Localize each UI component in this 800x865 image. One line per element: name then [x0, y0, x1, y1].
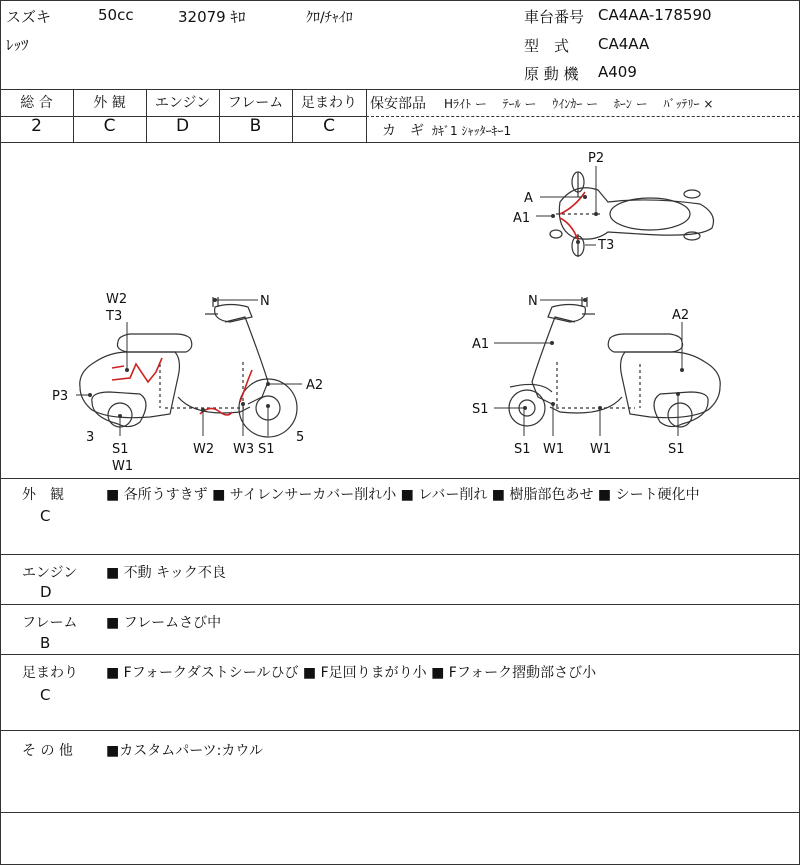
section-label: エンジン — [22, 565, 78, 581]
section-text: ■ フレームさび中 — [106, 615, 222, 631]
section-text: ■ Fフォークダストシールひび ■ F足回りまがり小 ■ Fフォーク摺動部さび小 — [106, 665, 597, 681]
maker: スズキ — [6, 8, 52, 26]
section-grade: C — [40, 686, 51, 704]
engine-model-label: 原 動 機 — [524, 65, 579, 83]
scooter-top-view — [550, 172, 714, 257]
safety-label: 保安部品 — [370, 96, 426, 112]
divider — [0, 654, 800, 655]
safety-items: Hﾗｲﾄ ー ﾃｰﾙ ー ｳｲﾝｶｰ ー ﾎｰﾝ ー ﾊﾞｯﾃﾘｰ × — [444, 97, 714, 111]
label-s1-right: S1 — [472, 402, 489, 417]
displacement: 50cc — [98, 6, 134, 24]
label-s1-left: S1 — [112, 442, 129, 457]
label-p2-top: P2 — [588, 151, 605, 166]
section-grade: C — [40, 507, 51, 525]
right-side-dots — [523, 298, 684, 410]
label-s1c-right: S1 — [668, 442, 685, 457]
section-text: ■カスタムパーツ:カウル — [106, 743, 263, 759]
exterior-grade: C — [103, 116, 116, 136]
divider — [0, 730, 800, 731]
engine-grade: D — [175, 116, 190, 136]
label-s1b-right: S1 — [514, 442, 531, 457]
key-label: カ ギ — [382, 123, 424, 139]
label-p3-left: P3 — [52, 389, 69, 404]
label-w1b-right: W1 — [590, 442, 612, 457]
label-a-top: A — [524, 191, 533, 206]
section-text: ■ 各所うすきず ■ サイレンサーカバー削れ小 ■ レバー削れ ■ 樹脂部色あせ ■ シート硬化中 — [106, 487, 700, 503]
label-a1-right: A1 — [472, 337, 490, 352]
divider — [0, 478, 800, 479]
label-n-right: N — [528, 294, 538, 309]
label-w1-right: W1 — [543, 442, 565, 457]
section-grade: B — [40, 634, 51, 652]
mileage: 32079 ｷﾛ — [178, 8, 246, 26]
label-5: 5 — [296, 430, 305, 445]
label-a2-right: A2 — [672, 308, 690, 323]
top-view-leaders — [536, 166, 596, 245]
suspension-grade: C — [323, 116, 335, 136]
label-t3-top: T3 — [598, 238, 615, 253]
label-w2-upper: W2 — [106, 292, 128, 307]
label-w1-left: W1 — [112, 459, 134, 474]
label-a1-top: A1 — [513, 211, 531, 226]
overall-grade: 2 — [31, 116, 42, 136]
top-view-damage-marks — [560, 192, 585, 240]
damage-diagram — [0, 142, 800, 478]
divider — [366, 116, 800, 117]
exterior-label: 外 観 — [93, 95, 126, 111]
frame-grade: B — [249, 116, 262, 136]
color: ｸﾛ/ﾁｬｲﾛ — [306, 10, 353, 26]
divider — [0, 604, 800, 605]
engine-grade-label: エンジン — [154, 95, 211, 111]
label-w2-left: W2 — [193, 442, 215, 457]
engine-model: A409 — [598, 63, 637, 81]
label-a2-left: A2 — [306, 378, 324, 393]
frame-no-label: 車台番号 — [524, 8, 585, 26]
label-t3-left: T3 — [106, 309, 123, 324]
left-side-damage-marks — [112, 358, 252, 415]
divider — [366, 89, 367, 142]
divider — [0, 554, 800, 555]
type: CA4AA — [598, 35, 650, 53]
section-label: そ の 他 — [22, 743, 73, 759]
overall-label: 総 合 — [20, 95, 53, 111]
type-label: 型 式 — [524, 37, 570, 55]
section-text: ■ 不動 キック不良 — [106, 565, 226, 581]
section-label: 足まわり — [22, 665, 78, 681]
suspension-grade-label: 足まわり — [301, 95, 357, 111]
label-w3-left: W3 — [233, 442, 255, 457]
model-name: ﾚｯﾂ — [6, 36, 29, 54]
label-s1b-left: S1 — [258, 442, 275, 457]
label-3: 3 — [86, 430, 95, 445]
section-label: フレーム — [22, 615, 78, 631]
divider — [0, 89, 800, 90]
frame-grade-label: フレーム — [227, 95, 284, 111]
label-n-left: N — [260, 294, 270, 309]
section-label: 外 観 — [22, 487, 64, 503]
divider — [0, 812, 800, 813]
right-side-leaders — [494, 300, 682, 436]
key-info: ｶｷﾞ1 ｼｬｯﾀｰｷｰ1 — [432, 124, 512, 138]
section-grade: D — [40, 583, 52, 601]
top-view-dots — [551, 195, 598, 244]
frame-no: CA4AA-178590 — [598, 6, 712, 24]
